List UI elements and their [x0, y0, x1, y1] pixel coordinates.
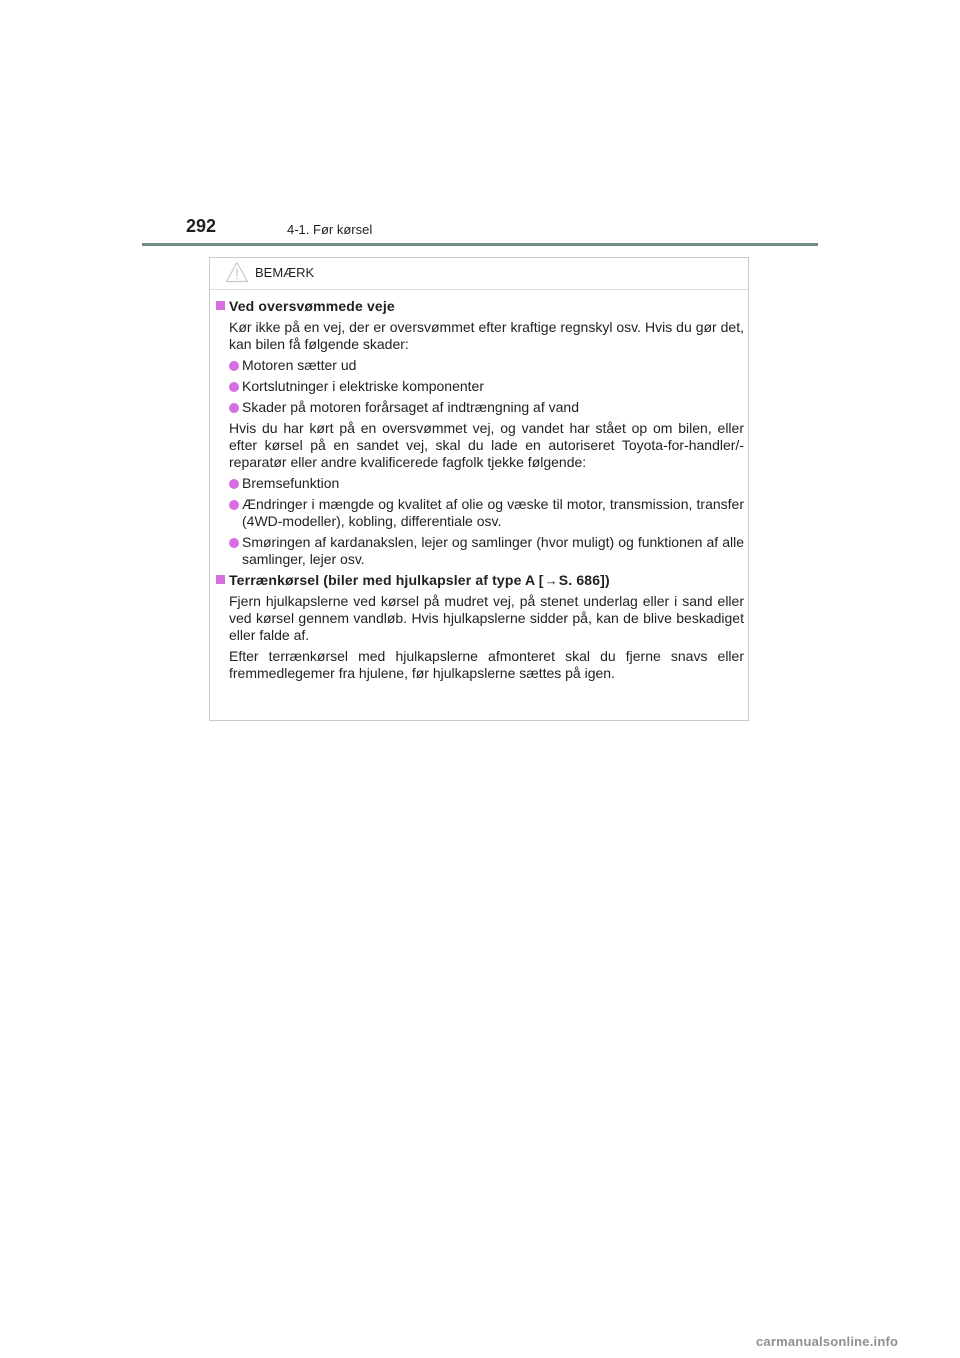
square-marker-icon — [216, 301, 225, 310]
list-item-text: Bremsefunktion — [242, 475, 340, 491]
paragraph: Hvis du har kørt på en oversvømmet vej, og vandet har stået op om bilen, eller efter kørsel på en sandet vej, skal du lade en autoriseret Toyota-for-handler/-reparatør eller andre kvalificerede fagfolk tjekke følgende: — [229, 420, 744, 470]
list-item-text: Ændringer i mængde og kvalitet af olie og væske til motor, transmission, transfer (4WD-modeller), kobling, differentiale osv. — [242, 496, 744, 529]
sub-heading-text-start: Terrænkørsel (biler med hjulkapsler af type A [ — [229, 572, 544, 588]
list-item — [229, 475, 744, 492]
sub-heading-text-end: S. 686]) — [558, 572, 610, 588]
bullet-dot-icon — [229, 479, 239, 489]
notice-label: BEMÆRK — [255, 265, 315, 280]
list-item — [229, 378, 744, 395]
page-number: 292 — [186, 216, 217, 236]
bullet-dot-icon — [229, 382, 239, 392]
bullet-dot-icon — [229, 361, 239, 371]
notice-header — [210, 258, 748, 290]
bullet-dot-icon — [229, 538, 239, 548]
page-header — [142, 212, 818, 246]
sub-heading-text — [229, 572, 610, 589]
sub-heading-flooded-roads — [216, 298, 744, 315]
list-item-text: Motoren sætter ud — [242, 357, 357, 373]
watermark-logo: carmanualsonline.info — [756, 1334, 899, 1349]
notice-box — [209, 257, 749, 721]
paragraph: Fjern hjulkapslerne ved kørsel på mudret vej, på stenet underlag eller i sand eller ved kørsel gennem vandløb. Hvis hjulkapslerne sidder på, kan de blive beskadiget eller falde af. — [229, 593, 744, 643]
list-item — [229, 496, 744, 530]
sub-heading-text: Ved oversvømmede veje — [229, 298, 395, 314]
paragraph: Efter terrænkørsel med hjulkapslerne afmonteret skal du fjerne snavs eller fremmedlegemer fra hjulene, før hjulkapslerne sættes på igen. — [229, 648, 744, 681]
bullet-dot-icon — [229, 403, 239, 413]
header-rule — [142, 243, 818, 246]
notice-body — [216, 298, 744, 686]
list-item — [229, 357, 744, 374]
arrow-right-icon: → — [544, 573, 558, 588]
warning-triangle-icon — [225, 261, 249, 283]
list-item — [229, 534, 744, 568]
paragraph: Kør ikke på en vej, der er oversvømmet efter kraftige regnskyl osv. Hvis du gør det, kan bilen få følgende skader: — [229, 319, 744, 352]
list-item — [229, 399, 744, 416]
list-item-text: Skader på motoren forårsaget af indtrængning af vand — [242, 399, 579, 415]
square-marker-icon — [216, 575, 225, 584]
sub-heading-offroad — [216, 572, 744, 589]
list-item-text: Kortslutninger i elektriske komponenter — [242, 378, 485, 394]
section-title: 4-1. Før kørsel — [287, 222, 373, 237]
bullet-dot-icon — [229, 500, 239, 510]
list-item-text: Smøringen af kardanakslen, lejer og samlinger (hvor muligt) og funktionen af alle samlinger, lejer osv. — [242, 534, 744, 567]
